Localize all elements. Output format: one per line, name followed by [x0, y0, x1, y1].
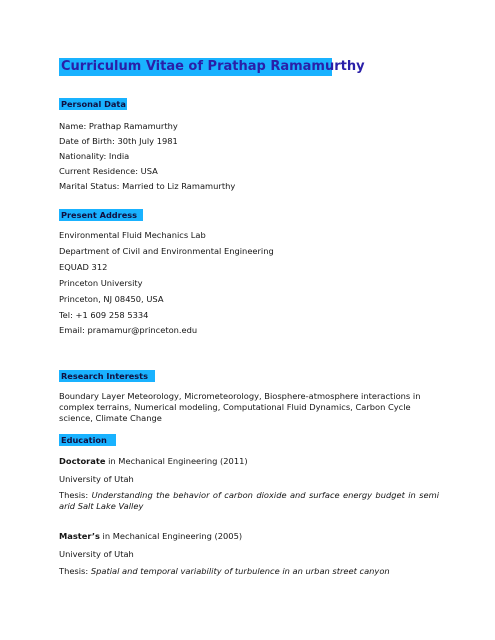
masters-thesis-title: Spatial and temporal variability of turbulence in an urban street canyon [90, 566, 390, 576]
personal-dob: Date of Birth: 30th July 1981 [59, 136, 178, 146]
address-building: EQUAD 312 [59, 262, 108, 272]
masters-degree: Master’s [59, 531, 100, 541]
section-heading-present-address: Present Address [59, 209, 143, 221]
doctorate-degree: Doctorate [59, 456, 106, 466]
doctorate-school: University of Utah [59, 474, 134, 484]
masters-school: University of Utah [59, 549, 134, 559]
address-phone: Tel: +1 609 258 5334 [59, 310, 149, 320]
masters-degree-line [59, 531, 242, 542]
doctorate-degree-line [59, 456, 248, 467]
doctorate-thesis-label: Thesis: [59, 490, 92, 500]
personal-nationality: Nationality: India [59, 151, 130, 161]
personal-residence: Current Residence: USA [59, 166, 158, 176]
personal-name: Name: Prathap Ramamurthy [59, 121, 178, 131]
address-email[interactable]: Email: pramamur@princeton.edu [59, 325, 198, 335]
address-city: Princeton, NJ 08450, USA [59, 294, 164, 304]
masters-thesis [59, 566, 390, 577]
doctorate-field: in Mechanical Engineering (2011) [105, 456, 248, 466]
research-interests-text: Boundary Layer Meteorology, Micrometeorology, Biosphere-atmosphere interactions in complex terrains, Numerical modeling, Computational Fluid Dynamics, Carbon Cycle science, Climate Change [59, 391, 421, 423]
doctorate-thesis-title: Understanding the behavior of carbon dioxide and surface energy budget in semi arid Salt Lake Valley [59, 490, 439, 511]
section-heading-personal-data: Personal Data [61, 99, 126, 109]
page-title: Curriculum Vitae of Prathap Ramamurthy [61, 59, 365, 74]
section-heading-research-interests: Research Interests [59, 370, 155, 382]
section-heading-education: Education [59, 434, 116, 446]
masters-field: in Mechanical Engineering (2005) [99, 531, 243, 541]
address-lab: Environmental Fluid Mechanics Lab [59, 230, 206, 240]
address-university: Princeton University [59, 278, 143, 288]
personal-marital-status: Marital Status: Married to Liz Ramamurthy [59, 181, 236, 191]
address-department: Department of Civil and Environmental Engineering [59, 246, 274, 256]
doctorate-thesis [59, 490, 439, 512]
masters-thesis-label: Thesis: [59, 566, 91, 576]
